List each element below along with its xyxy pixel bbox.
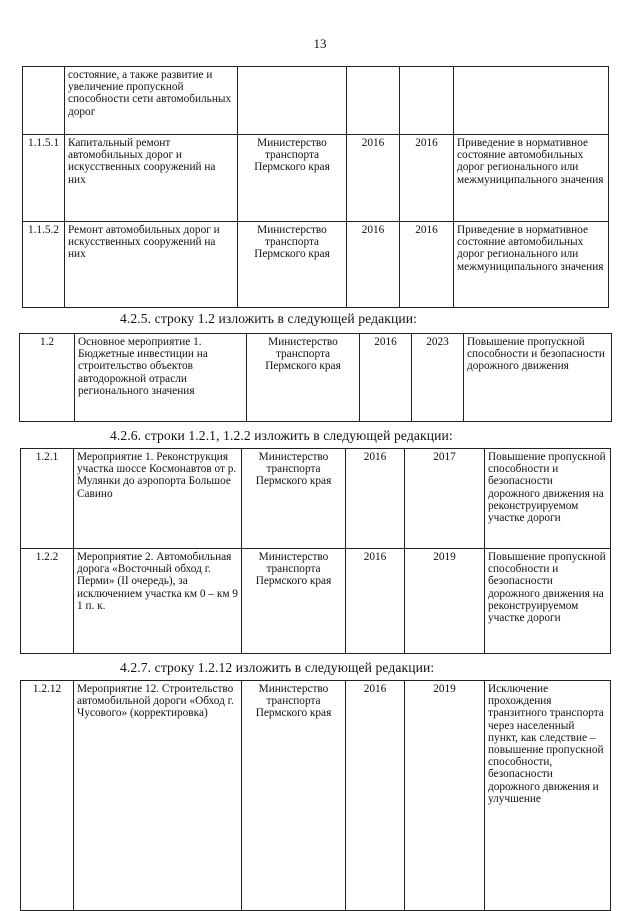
activity-name: Основное мероприятие 1. Бюджетные инвестиции на строительство объектов автодорожной отрасли регионального значения	[75, 334, 247, 422]
end-year	[400, 67, 454, 135]
end-year: 2019	[405, 681, 485, 911]
row-number: 1.2.2	[21, 549, 74, 654]
start-year: 2016	[360, 334, 412, 422]
expected-result: Приведение в нормативное состояние автомобильных дорог регионального или межмуниципального значения	[454, 222, 609, 308]
activity-name: Мероприятие 1. Реконструкция участка шоссе Космонавтов от р. Мулянки до аэропорта Большое Савино	[74, 449, 242, 549]
row-number: 1.1.5.2	[23, 222, 65, 308]
expected-result: Исключение прохождения транзитного транспорта через населенный пункт, как следствие – повышение пропускной способности, безопасности дорожного движения и улучшение	[485, 681, 611, 911]
program-table-2	[19, 333, 612, 422]
start-year: 2016	[346, 549, 405, 654]
expected-result: Повышение пропускной способности и безопасности дорожного движения на реконструируемом участке дороги	[485, 549, 611, 654]
executor: Министерство транспорта Пермского края	[238, 222, 347, 308]
start-year: 2016	[347, 135, 400, 222]
end-year: 2017	[405, 449, 485, 549]
row-number: 1.2.12	[21, 681, 74, 911]
start-year: 2016	[346, 449, 405, 549]
executor: Министерство транспорта Пермского края	[238, 135, 347, 222]
table-row	[21, 549, 611, 654]
section-heading-4-2-5: 4.2.5. строку 1.2 изложить в следующей редакции:	[120, 311, 417, 326]
row-number: 1.2	[20, 334, 75, 422]
row-number	[23, 67, 65, 135]
end-year: 2019	[405, 549, 485, 654]
end-year: 2023	[412, 334, 464, 422]
expected-result	[454, 67, 609, 135]
start-year: 2016	[347, 222, 400, 308]
row-number: 1.1.5.1	[23, 135, 65, 222]
program-table-3	[20, 448, 611, 654]
page-number: 13	[313, 36, 327, 51]
expected-result: Повышение пропускной способности и безопасности дорожного движения	[464, 334, 612, 422]
expected-result: Повышение пропускной способности и безопасности дорожного движения на реконструируемом участке дороги	[485, 449, 611, 549]
table-row	[20, 334, 612, 422]
start-year: 2016	[346, 681, 405, 911]
activity-name: Ремонт автомобильных дорог и искусственных сооружений на них	[65, 222, 238, 308]
table-row	[23, 135, 609, 222]
program-table-4	[20, 680, 611, 911]
activity-name: состояние, а также развитие и увеличение пропускной способности сети автомобильных дорог	[65, 67, 238, 135]
executor: Министерство транспорта Пермского края	[242, 549, 346, 654]
activity-name: Мероприятие 2. Автомобильная дорога «Восточный обход г. Перми» (II очередь), за исключением участка км 0 – км 9 1 п. к.	[74, 549, 242, 654]
activity-name: Мероприятие 12. Строительство автомобильной дороги «Обход г. Чусового» (корректировка)	[74, 681, 242, 911]
executor	[238, 67, 347, 135]
section-heading-4-2-7: 4.2.7. строку 1.2.12 изложить в следующей редакции:	[120, 660, 435, 675]
end-year: 2016	[400, 222, 454, 308]
table-row	[23, 222, 609, 308]
table-row	[23, 67, 609, 135]
row-number: 1.2.1	[21, 449, 74, 549]
executor: Министерство транспорта Пермского края	[247, 334, 360, 422]
expected-result: Приведение в нормативное состояние автомобильных дорог регионального или межмуниципального значения	[454, 135, 609, 222]
start-year	[347, 67, 400, 135]
end-year: 2016	[400, 135, 454, 222]
section-heading-4-2-6: 4.2.6. строки 1.2.1, 1.2.2 изложить в следующей редакции:	[110, 428, 453, 443]
table-row	[21, 449, 611, 549]
executor: Министерство транспорта Пермского края	[242, 681, 346, 911]
executor: Министерство транспорта Пермского края	[242, 449, 346, 549]
activity-name: Капитальный ремонт автомобильных дорог и искусственных сооружений на них	[65, 135, 238, 222]
table-row	[21, 681, 611, 911]
program-table-1	[22, 66, 609, 308]
